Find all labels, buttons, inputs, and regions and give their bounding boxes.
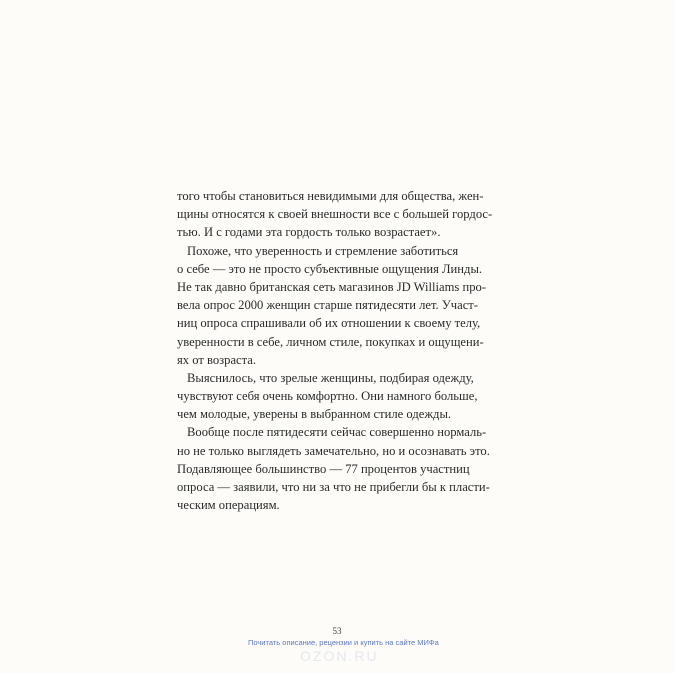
page-number: 53: [332, 626, 342, 636]
watermark: OZON.RU: [300, 648, 379, 664]
text-line: Подавляющее большинство — 77 процентов участниц: [177, 461, 470, 476]
text-line: щины относятся к своей внешности все с большей гордос-: [177, 207, 493, 222]
text-line: уверенности в себе, личном стиле, покупках и ощущени-: [177, 334, 484, 349]
text-line: того чтобы становиться невидимыми для общества, жен-: [177, 189, 484, 203]
text-line: ниц опроса спрашивали об их отношении к своему телу,: [177, 316, 481, 331]
text-line: тью. И с годами эта гордость только возрастает».: [177, 225, 441, 240]
text-line: вела опрос 2000 женщин старше пятидесяти лет. Участ-: [177, 298, 478, 313]
text-line: ческим операциям.: [177, 498, 280, 513]
buy-link[interactable]: Почитать описание, рецензии и купить на сайте МИФа: [248, 638, 439, 647]
text-line: о себе — это не просто субъективные ощущения Линды.: [177, 261, 483, 276]
text-line: Вообще после пятидесяти сейчас совершенно нормаль-: [187, 425, 487, 440]
text-line: Выяснилось, что зрелые женщины, подбирая одежду,: [187, 370, 474, 385]
text-line: но не только выглядеть замечательно, но и осознавать это.: [177, 443, 490, 458]
text-line: опроса — заявили, что ни за что не прибегли бы к пласти-: [177, 480, 490, 494]
text-line: Похоже, что уверенность и стремление заботиться: [187, 243, 459, 258]
text-line: ях от возраста.: [177, 352, 257, 367]
body-text: [177, 187, 495, 514]
text-line: чем молодые, уверены в выбранном стиле одежды.: [177, 407, 452, 422]
text-line: Не так давно британская сеть магазинов JD Williams про-: [177, 279, 487, 294]
text-line: чувствуют себя очень комфортно. Они намного больше,: [177, 389, 478, 404]
